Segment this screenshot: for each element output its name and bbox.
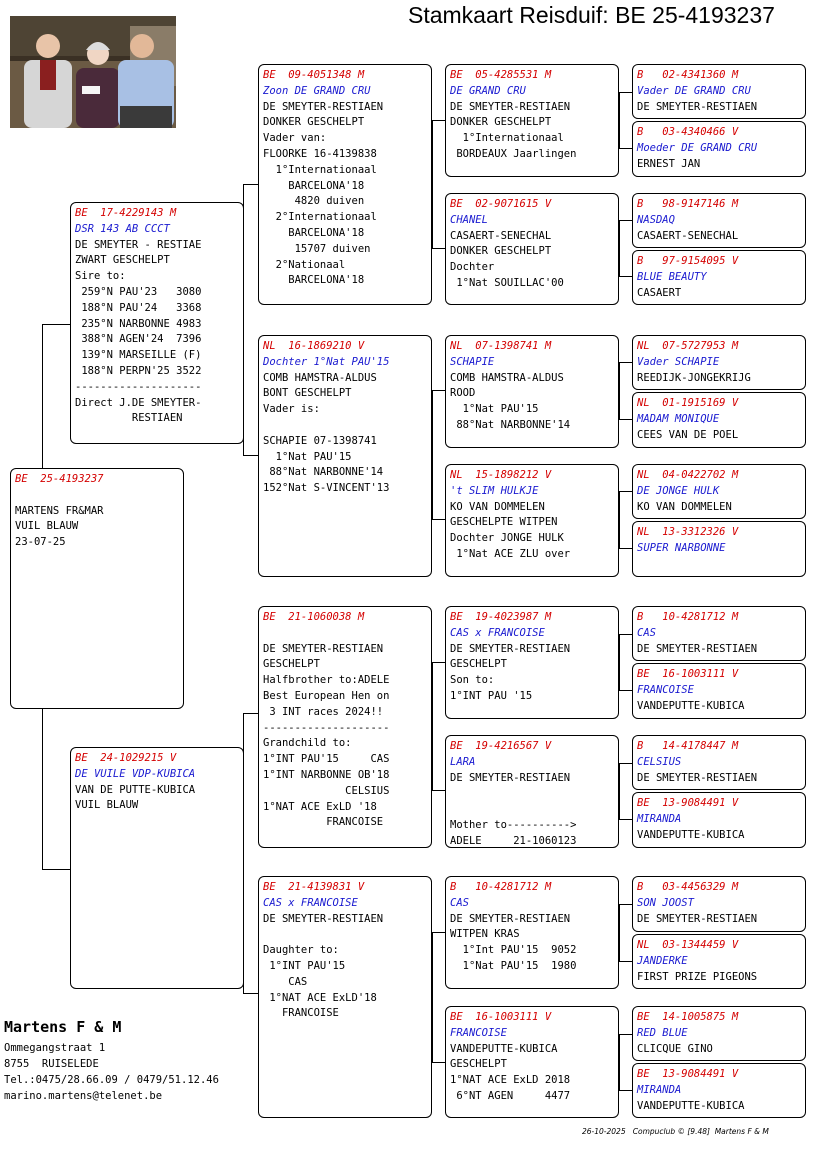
card-line: Best European Hen on — [263, 689, 390, 702]
card-line: CASAERT-SENECHAL — [637, 229, 739, 242]
card-line: DONKER GESCHELPT — [450, 116, 552, 129]
connector — [619, 148, 632, 149]
ring-number: BE 13-9084491 V — [637, 1068, 739, 1080]
pigeon-card-gen4-13[interactable] — [632, 876, 806, 932]
card-line — [450, 786, 614, 802]
connector — [243, 184, 258, 185]
connector — [432, 248, 445, 249]
connector — [619, 92, 620, 149]
pigeon-card-gen4-2[interactable] — [632, 121, 806, 177]
pigeon-name: RED BLUE — [637, 1026, 688, 1039]
connector — [432, 120, 445, 121]
card-line: 1°Internationaal — [450, 132, 564, 145]
card-line: CLICQUE GINO — [637, 1042, 713, 1055]
card-line: GESCHELPT — [450, 658, 507, 671]
connector — [432, 932, 445, 933]
card-line: Sire to: — [75, 270, 126, 283]
card-line: DE SMEYTER-RESTIAEN — [637, 771, 758, 784]
card-line: -------------------- — [75, 380, 202, 393]
pigeon-card-gen4-4[interactable] — [632, 250, 806, 305]
pigeon-card-dam-dam[interactable] — [258, 876, 432, 1118]
card-line: DE SMEYTER-RESTIAEN — [263, 100, 384, 113]
card-line: 188°N PAU'24 3368 — [75, 301, 202, 314]
pigeon-name: LARA — [450, 755, 476, 768]
card-line: VUIL BLAUW — [75, 799, 139, 812]
card-line: DE SMEYTER-RESTIAEN — [263, 912, 384, 925]
ring-number: BE 14-1005875 M — [637, 1011, 739, 1023]
ring-number: NL 01-1915169 V — [637, 397, 739, 409]
connector — [619, 1034, 632, 1035]
connector — [619, 419, 632, 420]
pigeon-card-gen4-16[interactable] — [632, 1063, 806, 1118]
card-line: FRANCOISE — [263, 1007, 339, 1020]
card-line: 1°Nat ACE ZLU over — [450, 547, 571, 560]
owner-street: Ommegangstraat 1 — [4, 1042, 106, 1054]
pigeon-name: Vader DE GRAND CRU — [637, 84, 751, 97]
ring-number: BE 09-4051348 M — [263, 69, 365, 81]
connector — [42, 324, 70, 325]
connector — [243, 713, 258, 714]
card-line: BARCELONA'18 — [263, 179, 365, 192]
card-line: WITPEN KRAS — [450, 928, 520, 941]
card-line: VANDEPUTTE-KUBICA — [450, 1042, 558, 1055]
card-line: 88°Nat NARBONNE'14 — [450, 418, 571, 431]
ring-number: B 10-4281712 M — [450, 881, 552, 893]
card-line: DE SMEYTER-RESTIAEN — [450, 771, 571, 784]
pigeon-card-ggen3-2[interactable] — [445, 193, 619, 305]
pigeon-card-ggen3-1[interactable] — [445, 64, 619, 177]
connector — [619, 763, 632, 764]
connector — [619, 763, 620, 820]
card-line: Direct J.DE SMEYTER- — [75, 396, 202, 409]
card-line: 15707 duiven — [263, 242, 371, 255]
pigeon-card-gen4-9[interactable] — [632, 606, 806, 661]
footer-credit: 26-10-2025 Compuclub © [9.48] Martens F & M — [582, 1127, 769, 1136]
ring-number: NL 03-1344459 V — [637, 939, 739, 951]
card-line: 3 INT races 2024!! — [263, 705, 384, 718]
card-line: DE SMEYTER-RESTIAEN — [637, 100, 758, 113]
pigeon-name: SCHAPIE — [450, 355, 495, 368]
ring-number: BE 02-9071615 V — [450, 198, 552, 210]
connector — [42, 709, 43, 869]
pigeon-name: CAS x FRANCOISE — [450, 626, 545, 639]
pigeon-card-sire[interactable] — [70, 202, 244, 444]
card-line: 2°Nationaal — [263, 258, 346, 271]
connector — [619, 276, 632, 277]
card-line: DE SMEYTER-RESTIAEN — [450, 912, 571, 925]
pigeon-name: Vader SCHAPIE — [637, 355, 720, 368]
card-line: VANDEPUTTE-KUBICA — [637, 699, 745, 712]
ring-number: BE 25-4193237 — [15, 473, 104, 485]
ring-number: BE 16-1003111 V — [637, 668, 739, 680]
card-line: ROOD — [450, 387, 476, 400]
ring-number: BE 21-1060038 M — [263, 611, 365, 623]
card-line: 259°N PAU'23 3080 — [75, 285, 202, 298]
card-line: Vader is: — [263, 403, 320, 416]
card-line: -------------------- — [263, 721, 390, 734]
card-line: Dochter JONGE HULK — [450, 532, 564, 545]
connector — [619, 220, 620, 277]
ring-number: B 03-4456329 M — [637, 881, 739, 893]
card-line: 235°N NARBONNE 4983 — [75, 317, 202, 330]
card-line — [15, 488, 179, 504]
pigeon-name: CAS x FRANCOISE — [263, 896, 358, 909]
owner-phone: Tel.:0475/28.66.09 / 0479/51.12.46 — [4, 1074, 219, 1086]
card-line — [263, 626, 427, 642]
card-line: 188°N PERPN'25 3522 — [75, 364, 202, 377]
card-line: 1°INT PAU '15 — [450, 689, 533, 702]
ring-number: NL 04-0422702 M — [637, 469, 739, 481]
pigeon-name: CHANEL — [450, 213, 488, 226]
pigeon-name: FRANCOISE — [637, 683, 694, 696]
card-line: SCHAPIE 07-1398741 — [263, 434, 377, 447]
pigeon-card-gen4-10[interactable] — [632, 663, 806, 719]
card-line: 2°Internationaal — [263, 211, 377, 224]
card-line: 1°NAT ACE ExLD'18 — [263, 991, 377, 1004]
card-line: GESCHELPT — [450, 1058, 507, 1071]
card-line: FLOORKE 16-4139838 — [263, 147, 377, 160]
card-line: COMB HAMSTRA-ALDUS — [450, 371, 564, 384]
card-line: REEDIJK-JONGEKRIJG — [637, 371, 751, 384]
owner-city: 8755 RUISELEDE — [4, 1058, 99, 1070]
card-line: ERNEST JAN — [637, 157, 701, 170]
ring-number: BE 05-4285531 M — [450, 69, 552, 81]
card-line: Mother to----------> — [450, 818, 577, 831]
pigeon-card-gen4-6[interactable] — [632, 392, 806, 448]
owner-name: Martens F & M — [4, 1018, 122, 1036]
pigeon-card-ggen3-8[interactable] — [445, 1006, 619, 1118]
card-line: 23-07-25 — [15, 536, 66, 549]
connector — [432, 1062, 445, 1063]
connector — [432, 390, 433, 520]
page-title: Stamkaart Reisduif: BE 25-4193237 — [408, 2, 775, 28]
card-line: 88°Nat NARBONNE'14 — [263, 466, 384, 479]
card-line: Vader van: — [263, 132, 327, 145]
pigeon-card-gen4-7[interactable] — [632, 464, 806, 519]
connector — [619, 362, 632, 363]
card-line: 1°Nat SOUILLAC'00 — [450, 276, 564, 289]
card-line: FIRST PRIZE PIGEONS — [637, 970, 758, 983]
connector — [619, 690, 632, 691]
pigeon-name: NASDAQ — [637, 213, 675, 226]
ring-number: BE 17-4229143 M — [75, 207, 177, 219]
connector — [619, 362, 620, 420]
card-line: 1°INT PAU'15 CAS — [263, 753, 390, 766]
ring-number: NL 07-1398741 M — [450, 340, 552, 352]
card-line — [263, 927, 427, 943]
connector — [432, 662, 445, 663]
pigeon-card-gen4-8[interactable] — [632, 521, 806, 577]
ring-number: NL 13-3312326 V — [637, 526, 739, 538]
pigeon-card-ggen3-4[interactable] — [445, 464, 619, 577]
connector — [432, 790, 445, 791]
pigeon-name: DE VUILE VDP-KUBICA — [75, 767, 196, 780]
pigeon-card-sire-dam[interactable] — [258, 335, 432, 577]
ring-number: B 98-9147146 M — [637, 198, 739, 210]
card-line: 139°N MARSEILLE (F) — [75, 349, 202, 362]
pigeon-name: CAS — [637, 626, 656, 639]
card-line: Son to: — [450, 674, 495, 687]
connector — [619, 904, 620, 962]
ring-number: NL 15-1898212 V — [450, 469, 552, 481]
pigeon-name: MIRANDA — [637, 812, 682, 825]
card-line: KO VAN DOMMELEN — [637, 500, 732, 513]
card-line: DE SMEYTER-RESTIAEN — [450, 100, 571, 113]
card-line: KO VAN DOMMELEN — [450, 500, 545, 513]
pigeon-card-gen4-14[interactable] — [632, 934, 806, 989]
pigeon-name: SUPER NARBONNE — [637, 541, 726, 554]
card-line: Daughter to: — [263, 944, 339, 957]
card-line: VANDEPUTTE-KUBICA — [637, 1099, 745, 1112]
pigeon-name: Moeder DE GRAND CRU — [637, 141, 758, 154]
pigeon-card-ggen3-3[interactable] — [445, 335, 619, 448]
connector — [432, 662, 433, 791]
owner-email[interactable]: marino.martens@telenet.be — [4, 1090, 163, 1102]
connector — [619, 491, 632, 492]
card-line: 1°NAT ACE ExLD '18 — [263, 800, 377, 813]
pigeon-name: SON JOOST — [637, 896, 694, 909]
card-line: 1°Nat PAU'15 1980 — [450, 959, 577, 972]
card-line: DE SMEYTER-RESTIAEN — [637, 912, 758, 925]
card-line: MARTENS FR&MAR — [15, 504, 104, 517]
connector — [42, 869, 70, 870]
card-line: CELSIUS — [263, 784, 390, 797]
pigeon-name: DSR 143 AB CCCT — [75, 222, 170, 235]
connector — [619, 634, 632, 635]
card-line: DONKER GESCHELPT — [263, 116, 365, 129]
connector — [243, 455, 258, 456]
pigeon-name: MIRANDA — [637, 1083, 682, 1096]
connector — [432, 390, 445, 391]
pigeon-name: CELSIUS — [637, 755, 682, 768]
card-line: Grandchild to: — [263, 737, 352, 750]
connector — [432, 120, 433, 249]
card-line: RESTIAEN — [75, 412, 183, 425]
card-line: Halfbrother to:ADELE — [263, 674, 390, 687]
ring-number: B 02-4341360 M — [637, 69, 739, 81]
ring-number: B 97-9154095 V — [637, 255, 739, 267]
pigeon-card-gen4-12[interactable] — [632, 792, 806, 848]
pigeon-card-gen4-3[interactable] — [632, 193, 806, 248]
card-line: DE SMEYTER-RESTIAEN — [263, 642, 384, 655]
card-line: 388°N AGEN'24 7396 — [75, 333, 202, 346]
pigeon-card-gen4-15[interactable] — [632, 1006, 806, 1061]
pigeon-card-dam[interactable] — [70, 747, 244, 989]
ring-number: NL 16-1869210 V — [263, 340, 365, 352]
card-line: CASAERT — [637, 286, 682, 299]
ring-number: B 10-4281712 M — [637, 611, 739, 623]
card-line: CAS — [263, 975, 308, 988]
card-line: 152°Nat S-VINCENT'13 — [263, 482, 390, 495]
pigeon-card-gen4-5[interactable] — [632, 335, 806, 390]
card-line: VUIL BLAUW — [15, 520, 79, 533]
pigeon-card-dam-sire[interactable] — [258, 606, 432, 848]
connector — [619, 961, 632, 962]
connector — [243, 993, 258, 994]
pigeon-name: BLUE BEAUTY — [637, 270, 707, 283]
owner-info — [4, 1018, 219, 1104]
pigeon-name: Dochter 1°Nat PAU'15 — [263, 355, 390, 368]
ring-number: BE 21-4139831 V — [263, 881, 365, 893]
card-line: 1°Nat PAU'15 — [450, 403, 539, 416]
card-line — [263, 418, 427, 434]
card-line: ADELE 21-1060123 — [450, 834, 577, 847]
pigeon-card-sire-sire[interactable] — [258, 64, 432, 305]
pigeon-name: 't SLIM HULKJE — [450, 484, 539, 497]
card-line: CEES VAN DE POEL — [637, 428, 739, 441]
ring-number: B 14-4178447 M — [637, 740, 739, 752]
pigeon-card-root[interactable] — [10, 468, 184, 709]
card-line: BARCELONA'18 — [263, 274, 365, 287]
connector — [619, 92, 632, 93]
card-line: BARCELONA'18 — [263, 226, 365, 239]
card-line: GESCHELPTE WITPEN — [450, 516, 558, 529]
card-line: DE SMEYTER - RESTIAE — [75, 238, 202, 251]
card-line: 6°NT AGEN 4477 — [450, 1089, 571, 1102]
connector — [432, 519, 445, 520]
card-line: CASAERT-SENECHAL — [450, 229, 552, 242]
connector — [432, 932, 433, 1063]
connector — [619, 1090, 632, 1091]
pigeon-name: DE JONGE HULK — [637, 484, 720, 497]
card-line: ZWART GESCHELPT — [75, 254, 170, 267]
connector — [619, 634, 620, 691]
ring-number: BE 13-9084491 V — [637, 797, 739, 809]
connector — [619, 491, 620, 549]
pigeon-name: JANDERKE — [637, 954, 688, 967]
card-line: Dochter — [450, 261, 495, 274]
card-line: VANDEPUTTE-KUBICA — [637, 828, 745, 841]
pigeon-card-gen4-11[interactable] — [632, 735, 806, 790]
card-line: DE SMEYTER-RESTIAEN — [637, 642, 758, 655]
card-line: 1°Int PAU'15 9052 — [450, 944, 577, 957]
card-line: VAN DE PUTTE-KUBICA — [75, 783, 196, 796]
connector — [42, 324, 43, 468]
pigeon-name: Zoon DE GRAND CRU — [263, 84, 371, 97]
card-line: FRANCOISE — [263, 816, 384, 829]
owners-photo — [10, 16, 176, 128]
card-line: GESCHELPT — [263, 658, 320, 671]
connector — [619, 904, 632, 905]
card-line: DE SMEYTER-RESTIAEN — [450, 642, 571, 655]
ring-number: B 03-4340466 V — [637, 126, 739, 138]
pigeon-card-ggen3-6[interactable] — [445, 735, 619, 848]
card-line: 1°Nat PAU'15 — [263, 450, 352, 463]
ring-number: BE 16-1003111 V — [450, 1011, 552, 1023]
pigeon-name: CAS — [450, 896, 469, 909]
ring-number: BE 19-4023987 M — [450, 611, 552, 623]
connector — [619, 1034, 620, 1091]
connector — [619, 548, 632, 549]
card-line: 1°NAT ACE ExLD 2018 — [450, 1074, 571, 1087]
connector — [619, 220, 632, 221]
connector — [619, 819, 632, 820]
card-line: 4820 duiven — [263, 195, 365, 208]
pigeon-name: DE GRAND CRU — [450, 84, 526, 97]
pigeon-card-gen4-1[interactable] — [632, 64, 806, 119]
card-line: 1°INT NARBONNE OB'18 — [263, 768, 390, 781]
pigeon-name: MADAM MONIQUE — [637, 412, 720, 425]
ring-number: BE 24-1029215 V — [75, 752, 177, 764]
pigeon-card-ggen3-7[interactable] — [445, 876, 619, 989]
card-line: BONT GESCHELPT — [263, 387, 352, 400]
ring-number: NL 07-5727953 M — [637, 340, 739, 352]
ring-number: BE 19-4216567 V — [450, 740, 552, 752]
pigeon-name: FRANCOISE — [450, 1026, 507, 1039]
card-line: 1°Internationaal — [263, 163, 377, 176]
card-line: COMB HAMSTRA-ALDUS — [263, 371, 377, 384]
card-line: DONKER GESCHELPT — [450, 245, 552, 258]
card-line: 1°INT PAU'15 — [263, 959, 346, 972]
pigeon-card-ggen3-5[interactable] — [445, 606, 619, 719]
card-line — [450, 802, 614, 818]
card-line: BORDEAUX Jaarlingen — [450, 147, 577, 160]
